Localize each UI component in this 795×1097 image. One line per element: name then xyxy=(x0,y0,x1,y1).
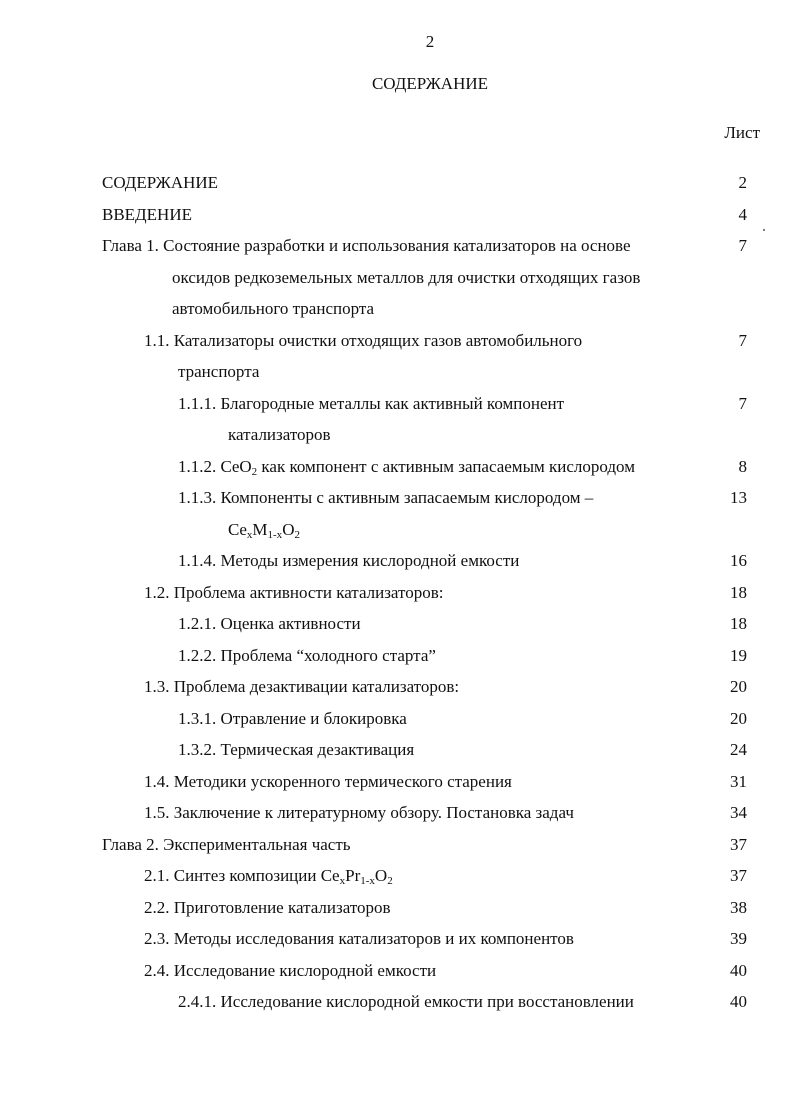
toc-entry-title xyxy=(178,551,519,571)
toc-page-number: 37 xyxy=(730,866,747,885)
page-title: СОДЕРЖАНИЕ xyxy=(371,74,489,93)
title-text: ВВЕДЕНИЕ xyxy=(102,204,192,224)
toc-entry-title xyxy=(178,488,593,508)
toc-page-number: 4 xyxy=(738,204,747,224)
title-text: M xyxy=(252,519,268,539)
scan-speck xyxy=(763,229,765,231)
toc-page-number: 16 xyxy=(730,551,747,570)
toc-entry xyxy=(0,394,795,416)
subscript: x xyxy=(339,875,346,887)
toc-entry xyxy=(0,709,795,731)
toc-entry xyxy=(0,772,795,794)
title-text: 1.1.4. Методы измерения кислородной емкости xyxy=(178,551,520,570)
title-text: автомобильного транспорта xyxy=(172,299,375,318)
toc-entry xyxy=(0,961,795,983)
toc-page-number: 19 xyxy=(730,645,747,665)
title-text: как компонент с активным запасаемым кислородом xyxy=(257,456,635,476)
subscript: 1-x xyxy=(267,528,283,541)
toc-entry xyxy=(0,803,795,825)
toc-page-number: 18 xyxy=(730,582,747,602)
toc-entry xyxy=(0,488,795,510)
toc-entry-title xyxy=(144,898,391,918)
toc-entry-title xyxy=(178,992,634,1012)
toc-entry xyxy=(0,677,795,699)
toc-page-number: 38 xyxy=(730,897,747,917)
toc-entry-title xyxy=(178,646,436,666)
toc-page-number: 7 xyxy=(738,393,747,413)
subscript: 2 xyxy=(251,465,258,478)
toc-entry xyxy=(0,835,795,857)
toc-page-number: 13 xyxy=(730,488,747,507)
toc-entry-continuation xyxy=(0,520,795,542)
title-text: оксидов редкоземельных металлов для очистки отходящих газов xyxy=(172,267,641,287)
toc-entry xyxy=(0,583,795,605)
toc-entry xyxy=(0,457,795,479)
title-text: O xyxy=(282,519,295,539)
title-text: 2.1. Синтез композиции Ce xyxy=(144,866,340,885)
toc-entry-title xyxy=(178,740,414,760)
title-text: Глава 2. Экспериментальная часть xyxy=(102,834,351,854)
subscript: 2 xyxy=(294,528,300,541)
subscript: 2 xyxy=(387,875,393,887)
title-text: 2.4. Исследование кислородной емкости xyxy=(144,960,437,980)
title-text: 1.1.3. Компоненты с активным запасаемым кислородом – xyxy=(178,488,594,507)
toc-entry-title xyxy=(102,236,631,256)
toc-entry-title xyxy=(178,394,564,414)
toc-entry-title xyxy=(144,929,574,949)
toc-entry-title xyxy=(178,614,361,634)
toc-page-number: 24 xyxy=(730,740,747,759)
title-text: транспорта xyxy=(178,362,260,381)
toc-entry-title xyxy=(144,961,436,981)
toc-entry-title xyxy=(102,835,351,855)
toc-page-number: 20 xyxy=(730,708,747,728)
toc-entry-continuation xyxy=(0,299,795,321)
sheet-column-header: Лист xyxy=(724,123,760,142)
toc-entry-title xyxy=(144,583,444,603)
title-text: 2.4.1. Исследование кислородной емкости при восстановлении xyxy=(178,992,634,1011)
page-number: 2 xyxy=(425,32,435,51)
toc-page-number: 20 xyxy=(730,677,747,696)
title-text: 1.1.1. Благородные металлы как активный компонент xyxy=(178,393,565,413)
toc-page-number: 34 xyxy=(730,803,747,822)
toc-entry-title xyxy=(102,173,218,193)
title-text: 1.2.2. Проблема “холодного старта” xyxy=(178,645,436,665)
toc-page-number: 37 xyxy=(730,834,747,854)
title-text: катализаторов xyxy=(228,425,331,444)
title-text: 1.4. Методики ускоренного термического старения xyxy=(144,771,512,791)
toc-entry xyxy=(0,173,795,195)
toc-entry-title xyxy=(178,709,407,729)
title-text: Pr xyxy=(345,866,361,885)
toc-entry-title xyxy=(172,268,640,288)
toc-entry xyxy=(0,551,795,573)
toc-entry xyxy=(0,236,795,258)
toc-page-number: 31 xyxy=(730,771,747,791)
subscript: 1-x xyxy=(360,875,375,887)
toc-page-number: 18 xyxy=(730,614,747,633)
subscript: x xyxy=(246,528,253,541)
toc-entry-title xyxy=(228,425,331,445)
toc-entry xyxy=(0,614,795,636)
title-text: 1.3.1. Отравление и блокировка xyxy=(178,708,407,728)
toc-page-number: 8 xyxy=(738,456,747,476)
toc-page-number: 40 xyxy=(730,960,747,980)
toc-entry-title xyxy=(144,772,512,792)
toc-entry-title xyxy=(144,866,393,886)
toc-entry xyxy=(0,205,795,227)
title-text: СОДЕРЖАНИЕ xyxy=(102,173,219,192)
toc-page-number: 40 xyxy=(730,992,747,1011)
title-text: O xyxy=(374,866,388,885)
title-text: 2.2. Приготовление катализаторов xyxy=(144,897,391,917)
title-text: 1.1.2. CeO xyxy=(178,456,252,476)
toc-entry xyxy=(0,866,795,888)
toc-entry-title xyxy=(228,520,300,540)
toc-entry-continuation xyxy=(0,362,795,384)
title-text: 1.3.2. Термическая дезактивация xyxy=(178,740,415,759)
toc-page-number: 2 xyxy=(738,173,747,192)
toc-entry-continuation xyxy=(0,425,795,447)
toc-entry-title xyxy=(178,362,259,382)
toc-entry-title xyxy=(144,331,582,351)
toc-entry xyxy=(0,331,795,353)
title-text: Глава 1. Состояние разработки и использования катализаторов на основе xyxy=(102,236,631,255)
title-text: 1.1. Катализаторы очистки отходящих газов автомобильного xyxy=(144,330,583,350)
toc-page-number: 7 xyxy=(738,330,747,350)
toc-entry xyxy=(0,646,795,668)
toc-page-number: 39 xyxy=(730,929,747,948)
title-text: 2.3. Методы исследования катализаторов и их компонентов xyxy=(144,929,574,948)
title-text: 1.5. Заключение к литературному обзору. Постановка задач xyxy=(144,803,574,822)
toc-entry xyxy=(0,898,795,920)
toc-entry-title xyxy=(144,803,574,823)
toc-entry-title xyxy=(144,677,459,697)
toc-entry-title xyxy=(102,205,192,225)
toc-entry-title xyxy=(172,299,374,319)
title-text: 1.2.1. Оценка активности xyxy=(178,614,361,633)
toc-page-number: 7 xyxy=(738,236,747,255)
toc-entry-title xyxy=(178,457,635,477)
title-text: Ce xyxy=(228,519,247,539)
toc-entry xyxy=(0,740,795,762)
toc-entry xyxy=(0,929,795,951)
toc-entry xyxy=(0,992,795,1014)
toc-entry-continuation xyxy=(0,268,795,290)
title-text: 1.2. Проблема активности катализаторов: xyxy=(144,582,444,602)
title-text: 1.3. Проблема дезактивации катализаторов: xyxy=(144,677,460,696)
